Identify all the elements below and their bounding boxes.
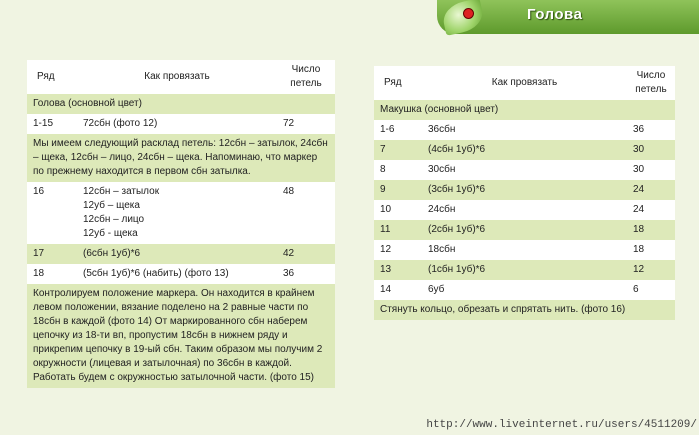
row-instruction: 6уб — [422, 280, 627, 300]
table-row — [374, 220, 675, 240]
table-row — [374, 240, 675, 260]
stitch-count: 36 — [627, 120, 675, 140]
row-number: 1-6 — [374, 120, 422, 140]
page-title: Голова — [527, 6, 583, 23]
row-instruction: (6сбн 1уб)*6 — [77, 244, 277, 264]
stitch-count: 18 — [627, 240, 675, 260]
column-header: Число петель — [627, 66, 675, 100]
note-text: Стянуть кольцо, обрезать и спрятать нить. (фото 16) — [374, 300, 675, 320]
stitch-count: 24 — [627, 200, 675, 220]
row-instruction: (2сбн 1уб)*6 — [422, 220, 627, 240]
source-url: http://www.liveinternet.ru/users/4511209/ — [426, 419, 697, 431]
ladybug-icon — [463, 8, 474, 19]
leaf-icon — [440, 0, 485, 36]
left-pattern-table — [27, 60, 335, 388]
row-number: 10 — [374, 200, 422, 220]
note-row — [27, 134, 335, 182]
stitch-count: 30 — [627, 140, 675, 160]
table-row — [27, 264, 335, 284]
stitch-count: 48 — [277, 182, 335, 244]
stitch-count: 36 — [277, 264, 335, 284]
table-header-row — [374, 66, 675, 100]
column-header: Число петель — [277, 60, 335, 94]
table-row — [374, 180, 675, 200]
right-pattern-table — [374, 66, 675, 320]
row-instruction: (4сбн 1уб)*6 — [422, 140, 627, 160]
table-row — [27, 114, 335, 134]
row-instruction: (3сбн 1уб)*6 — [422, 180, 627, 200]
column-header: Ряд — [27, 60, 77, 94]
stitch-count: 18 — [627, 220, 675, 240]
row-instruction: (1сбн 1уб)*6 — [422, 260, 627, 280]
row-instruction: 24сбн — [422, 200, 627, 220]
row-instruction: 30сбн — [422, 160, 627, 180]
row-number: 17 — [27, 244, 77, 264]
row-number: 1-15 — [27, 114, 77, 134]
section-title: Макушка (основной цвет) — [374, 100, 675, 120]
row-instruction: 12сбн – затылок 12уб – щека 12сбн – лицо 12уб - щека — [77, 182, 277, 244]
row-number: 7 — [374, 140, 422, 160]
row-instruction: 72сбн (фото 12) — [77, 114, 277, 134]
table-header-row — [27, 60, 335, 94]
row-instruction: 36сбн — [422, 120, 627, 140]
row-instruction: 18сбн — [422, 240, 627, 260]
note-text: Мы имеем следующий расклад петель: 12сбн – затылок, 24сбн – щека, 12сбн – лицо, 24сбн – щека. Напоминаю, что маркер по прежнему находится в первом сбн затылка. — [27, 134, 335, 182]
note-row — [374, 300, 675, 320]
table-row — [374, 120, 675, 140]
column-header: Как провязать — [422, 66, 627, 100]
row-number: 14 — [374, 280, 422, 300]
note-row — [27, 284, 335, 388]
stitch-count: 24 — [627, 180, 675, 200]
table-row — [27, 244, 335, 264]
table-row — [27, 182, 335, 244]
table-row — [374, 280, 675, 300]
table-row — [374, 200, 675, 220]
title-banner — [437, 0, 699, 34]
row-number: 12 — [374, 240, 422, 260]
row-number: 13 — [374, 260, 422, 280]
table-row — [374, 140, 675, 160]
row-number: 11 — [374, 220, 422, 240]
row-number: 16 — [27, 182, 77, 244]
section-row — [374, 100, 675, 120]
table-row — [374, 260, 675, 280]
section-row — [27, 94, 335, 114]
note-text: Контролируем положение маркера. Он находится в крайнем левом положении, вязание поделено на 2 равные части по 18сбн в каждой (фото 14) От маркированного сбн наберем цепочку из 18-ти вп, пропустим 18сбн в нижнем ряду и прикрепим цепочку в 19-ый сбн. Таким образом мы получим 2 окружности (лицевая и затылочная) по 36сбн в каждой. Работать будем с окружностью затылочной части. (фото 15) — [27, 284, 335, 388]
row-number: 9 — [374, 180, 422, 200]
section-title: Голова (основной цвет) — [27, 94, 335, 114]
column-header: Как провязать — [77, 60, 277, 94]
stitch-count: 42 — [277, 244, 335, 264]
stitch-count: 30 — [627, 160, 675, 180]
row-number: 18 — [27, 264, 77, 284]
stitch-count: 72 — [277, 114, 335, 134]
column-header: Ряд — [374, 66, 422, 100]
table-row — [374, 160, 675, 180]
stitch-count: 12 — [627, 260, 675, 280]
stitch-count: 6 — [627, 280, 675, 300]
row-number: 8 — [374, 160, 422, 180]
row-instruction: (5сбн 1уб)*6 (набить) (фото 13) — [77, 264, 277, 284]
